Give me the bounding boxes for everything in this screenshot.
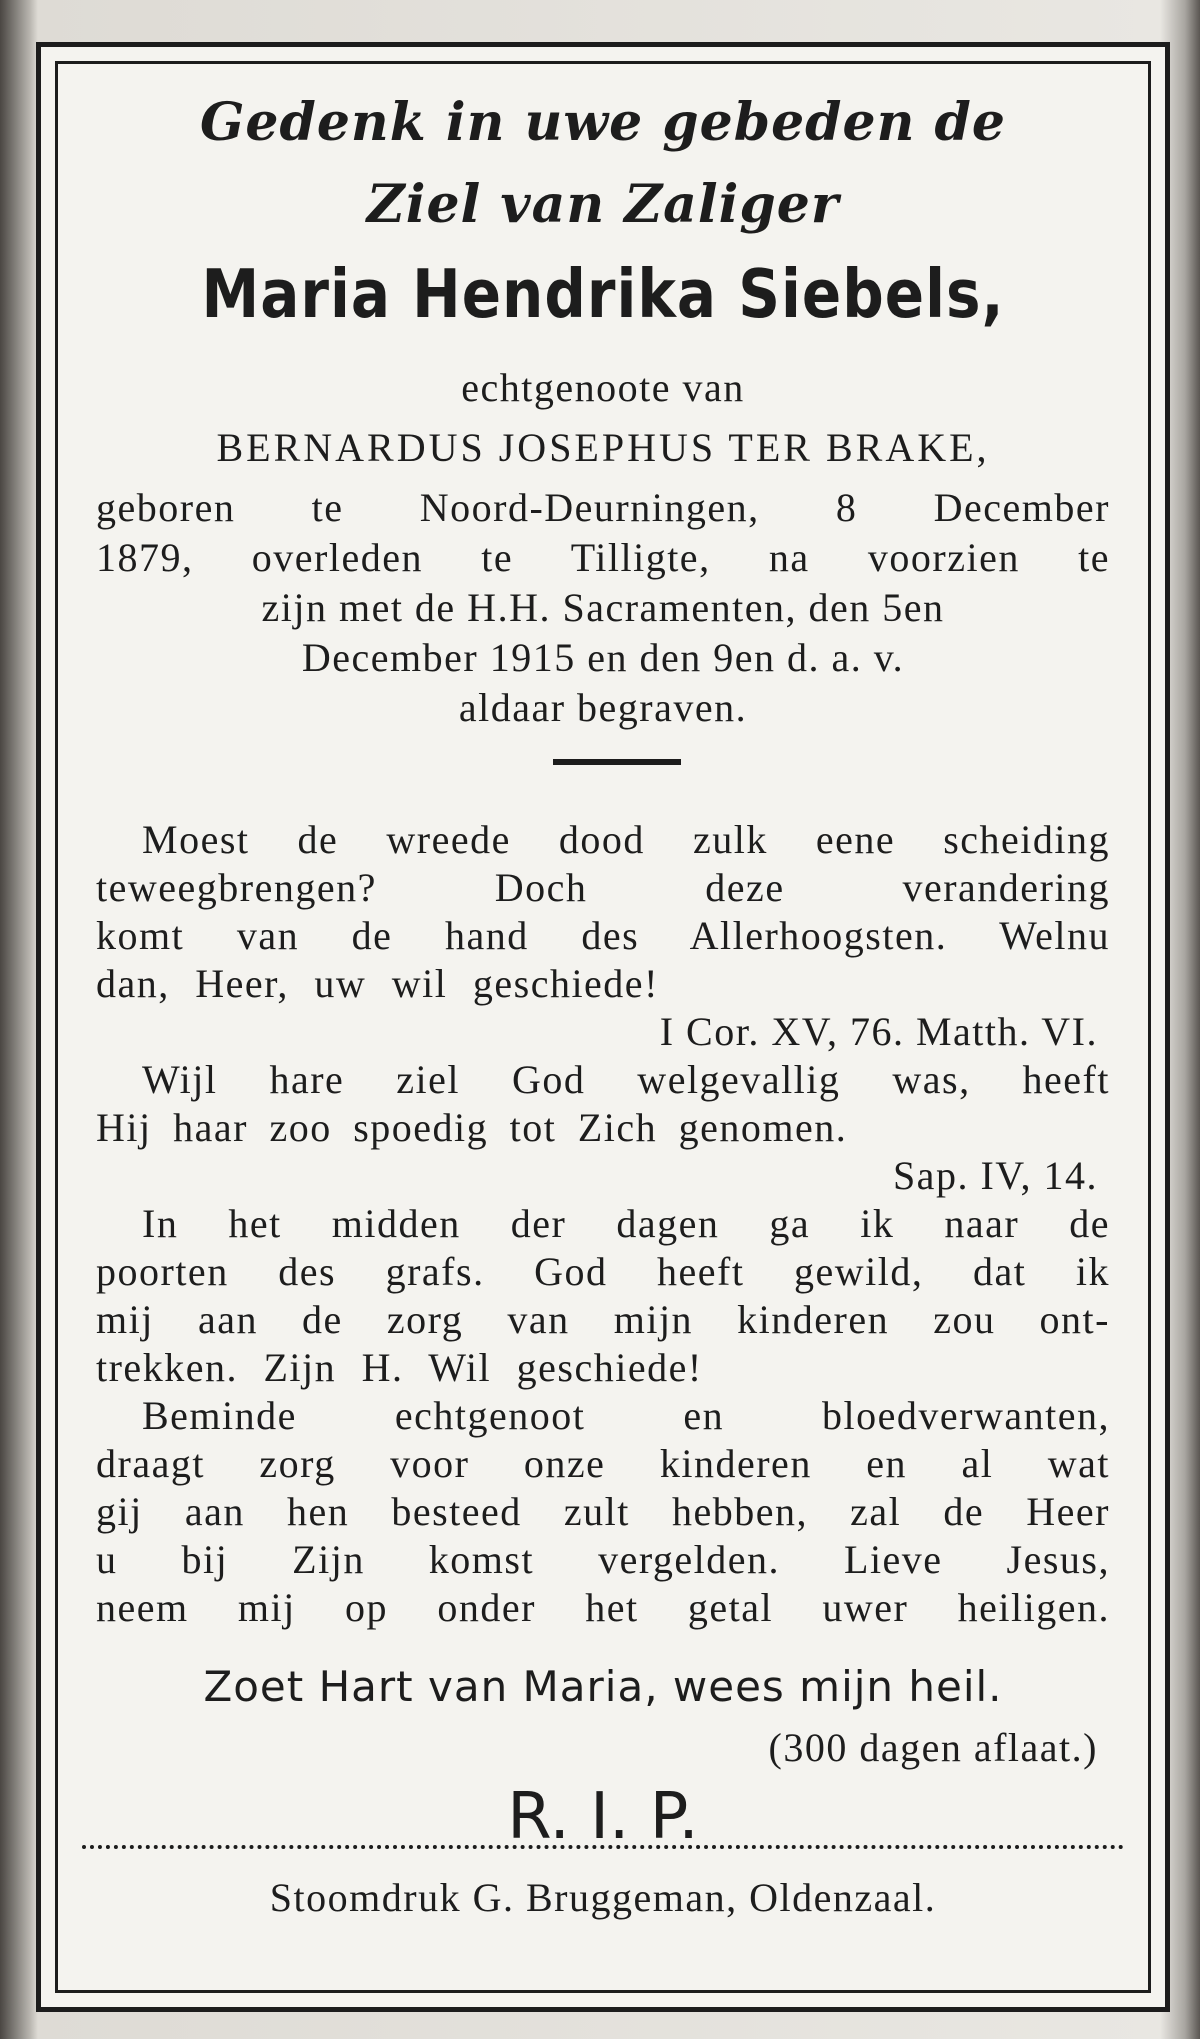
bio-line: aldaar begraven.	[458, 685, 748, 730]
paragraph-line: komt van de hand des Allerhoogsten. Welnu	[96, 913, 1110, 958]
divider-rule	[553, 759, 681, 765]
printer-imprint: Stoomdruk G. Bruggeman, Oldenzaal.	[269, 1875, 937, 1920]
bio-line: zijn met de H.H. Sacramenten, den 5en	[261, 585, 945, 630]
indulgence-note: (300 dagen aflaat.)	[768, 1725, 1098, 1770]
paragraph-line: Hij haar zoo spoedig tot Zich genomen.	[96, 1105, 848, 1150]
paragraph-line: u bij Zijn komst vergelden. Lieve Jesus,	[96, 1537, 1110, 1582]
paragraph-line: gij aan hen besteed zult hebben, zal de Heer	[96, 1489, 1110, 1534]
dotted-divider	[82, 1845, 1124, 1849]
deceased-name: Maria Hendrika Siebels,	[201, 254, 1005, 334]
paragraph-line: mij aan de zorg van mijn kinderen zou ont-	[96, 1297, 1110, 1342]
spouse-name: BERNARDUS JOSEPHUS TER BRAKE,	[216, 425, 990, 470]
paragraph-line: Beminde echtgenoot en bloedverwanten,	[142, 1393, 1110, 1438]
scripture-reference: Sap. IV, 14.	[892, 1153, 1098, 1198]
paragraph-line: trekken. Zijn H. Wil geschiede!	[96, 1345, 703, 1390]
paragraph-line: In het midden der dagen ga ik naar de	[142, 1201, 1110, 1246]
closing-prayer: Zoet Hart van Maria, wees mijn heil.	[203, 1662, 1003, 1711]
bio-line: December 1915 en den 9en d. a. v.	[301, 635, 905, 680]
paragraph-line: draagt zorg voor onze kinderen en al wat	[96, 1441, 1110, 1486]
bio-line: geboren te Noord-Deurningen, 8 December	[96, 485, 1110, 530]
memorial-card	[36, 42, 1170, 2012]
card-inner-border	[55, 61, 1151, 1993]
paragraph-line: Moest de wreede dood zulk eene scheiding	[142, 817, 1110, 862]
paragraph-line: Wijl hare ziel God welgevallig was, heeft	[142, 1057, 1110, 1102]
bio-line: 1879, overleden te Tilligte, na voorzien te	[96, 535, 1110, 580]
scripture-reference: I Cor. XV, 76. Matth. VI.	[659, 1009, 1098, 1054]
paragraph-line: neem mij op onder het getal uwer heiligen.	[96, 1585, 1110, 1630]
paragraph-line: poorten des grafs. God heeft gewild, dat ik	[96, 1249, 1110, 1294]
heading-line-2: Ziel van Zaliger	[366, 174, 840, 235]
paragraph-line: dan, Heer, uw wil geschiede!	[96, 961, 659, 1006]
rip-inscription: R. I. P.	[507, 1780, 699, 1854]
heading-line-1: Gedenk in uwe gebeden de	[200, 92, 1006, 153]
paragraph-line: teweegbrengen? Doch deze verandering	[96, 865, 1110, 910]
spouse-label: echtgenoote van	[461, 365, 745, 410]
